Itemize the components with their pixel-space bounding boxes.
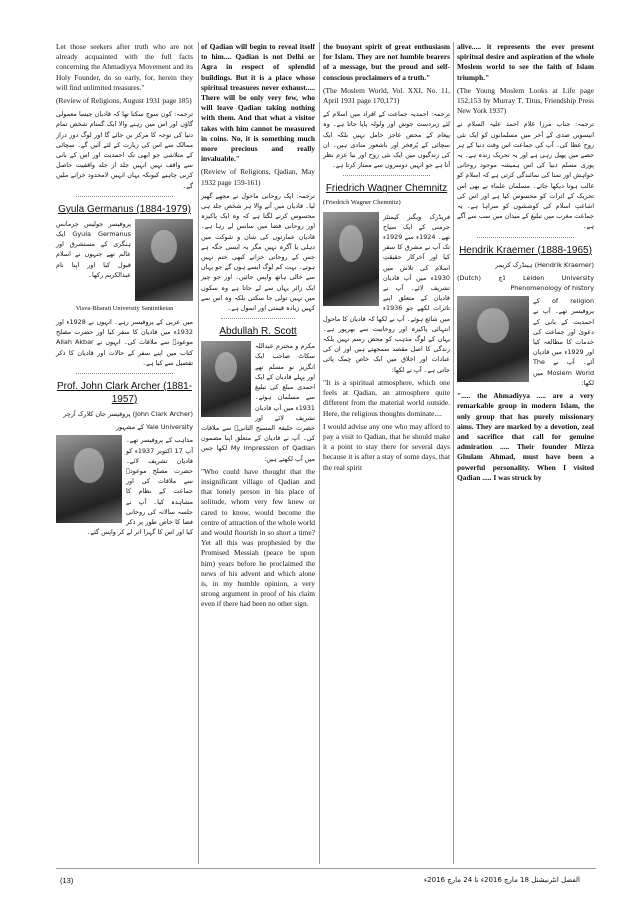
paragraph-quote: of Qadian will begin to reveal itself to him.... Qadian is not Delhi or Agra in respect of splendid buildings. But it is a place whose spiritual treasures never exhaust..... There will be only very few, who will leave Qadian taking nothing with them. And that what a visitor takes with him cannot be measured in coins. No, it is something much more precious and really invaluable." [201, 42, 315, 164]
footer-rule [56, 868, 596, 869]
reference: (The Moslem World, Vol. XXI, No. 11, April 1931 page 170,171) [323, 85, 450, 106]
urdu-bio-intro: Leiden University ڈچ (Dutch) Phenomenology of history [457, 273, 594, 293]
name-latin: (Friedrich Wagner Chemnitz) [323, 199, 401, 207]
urdu-bio: فریڈرک ویگنر کیمنٹز جرمنی کے ایک سیاح تھے۔ 1924ء سے 1929ء تک آپ نے مشرق کا سفر کیا اور آخرکار حقیقتِ اسلام کی تلاش میں 1930ء میں آپ قادیان تشریف لائے۔ آپ نے قادیان کے متعلق اپنے تاثرات لکھے جو 1936ء میں شائع ہوئے۔ آپ نے لکھا کہ قادیان کا ماحول انتہائی پاکیزہ اور روحانیت سے بھرپور ہے۔ یہاں کے لوگ مذہب کو محض رسم نہیں بلکہ زندگی کا اصل مقصد سمجھتے ہیں اور ان کی عبادات اور اخلاق میں ایک خاص چمک پائی جاتی ہے۔ آپ نے لکھا: [323, 212, 450, 374]
reference: (Review of Religions, Qadian, May 1932 page 159-161) [201, 167, 315, 187]
column-3 [323, 42, 450, 476]
paragraph-quote-ending: the buoyant spirit of great enthusiasm for Islam. They are not humble bearers of a message, but the proud and self-conscious proclaimers of a truth." [323, 42, 450, 82]
paragraph-quote: "It is a spiritual atmosphere, which one feels at Qadian, an atmosphere quite different from the material world outside. Here, the religious thoughts dominate.... [323, 377, 450, 418]
urdu-bio: مذاہب کے پروفیسر تھے۔ آپ 17 اکتوبر 1937ء کو قادیان تشریف لائے۔ حضرت مصلح موعودؓ سے ملاقات کی اور جماعت کے نظام کا مشاہدہ کیا۔ آپ نے جلسہ سالانہ کی روحانی فضا کا خاص طور پر ذکر کیا اور اس کا گہرا اثر لے کر واپس گئے۔ [86, 436, 193, 537]
urdu-bio-intro: (John Clark Archer) پروفیسر جان کلارک آرچر [63, 410, 193, 419]
urdu-translation: ترجمہ: ایک روحانی ماحول نے مجھے گھیر لیا۔ قادیان میں آنے والا ہر شخص جلد ہی محسوس کرنے لگتا ہے کہ وہ ایک پاکیزہ اور روحانی فضا میں سانس لے رہا ہے۔ قادیان عمارتوں کی شان و شوکت میں دہلی یا آگرہ نہیں مگر یہ ایسی جگہ ہے جس کے روحانی خزانے کبھی ختم نہیں ہوتے۔ بہت کم لوگ ایسے ہوں گے جو یہاں سے خالی ہاتھ واپس جائیں۔ اور جو چیز ایک زائر یہاں سے لے جاتا ہے وہ سکوں میں نہیں تولی جا سکتی بلکہ وہ اس سے کہیں زیادہ قیمتی اور انمول ہے۔ [201, 191, 315, 313]
column-1 [56, 42, 193, 541]
photo-john-clark-archer [56, 435, 122, 523]
separator [343, 175, 430, 176]
photo-gyula-germanus [135, 219, 193, 301]
reference: (The Young Moslem Looks at Life page 152,153 by Murray T. Titus, Friendship Press New York 1937) [457, 85, 594, 116]
paragraph-quote-ending: Let those seekers after truth who are not already acquainted with the full facts concerning the Ahmadiyya Movement and its Holy Founder, do so early, for, herein they will find unlimited treasures." [56, 42, 193, 92]
masthead: الفضل انٹرنیشنل 18 مارچ 2016ء تا 24 مارچ 2016ء [423, 876, 580, 884]
separator [221, 318, 295, 319]
paragraph-quote: "..... the Ahmadiyya ..... are a very remarkable group in modern Islam, the only group that has purely missionary aims. They are marked by a devotion, zeal and sacrifice that call for genuine admiration ..... Their founder Mirza Ghulam Ahmad, must have been a powerful personality. When I visited Qadian ..... I was struck by [457, 391, 594, 482]
column-4 [457, 42, 594, 486]
heading-friedrich-wagner: Friedrich Wagner Chemnitz [325, 183, 448, 195]
photo-friedrich-wagner [323, 212, 379, 306]
urdu-bio-intro: Yale University کے مشہور [115, 423, 193, 432]
university-caption: Visva-Bharati University Santiniketan [75, 304, 174, 312]
photo-abdullah-scott [201, 341, 251, 417]
urdu-bio-intro: (Hendrik Kraemer) ہینڈرک کریمر [495, 260, 594, 269]
urdu-translation: ترجمہ: کون سوچ سکتا تھا کہ قادیان جیسا معمولی گاؤں اور اس میں رہنے والا ایک گمنام شخص تمام دنیا کی توجہ کا مرکز بن جائے گا اور لوگ دور دراز ممالک سے اس کی زیارت کے لئے آئیں گے۔ سچائی کے متلاشی جو ابھی تک احمدیت اور اس کے بانی سے واقف نہیں انہیں جلد از جلد واقفیت حاصل کرنی چاہیے کیونکہ یہاں انہیں لامحدود خزانے ملیں گے۔ [56, 110, 193, 190]
urdu-bio-intro: پروفیسر جولیس جرمانس Gyula Germanus ایک ہنگری کے مستشرق اور عالم تھے جنہوں نے اسلام قبول کیا اور اپنا نام عبدالکریم رکھا۔ [56, 219, 132, 279]
separator [477, 237, 574, 238]
heading-hendrik-kraemer: Hendrik Kraemer (1888-1965) [459, 244, 592, 256]
urdu-bio: میں عربی کے پروفیسر رہے۔ انہوں نے 1928ء اور 1932ء میں قادیان کا سفر کیا اور حضرت مصلح موعودؓ سے ملاقات کی۔ انہوں نے Allah Akbar کتاب میں اپنے سفر کے حالات اور قادیان کا ذکر تفصیل سے کیا ہے۔ [56, 318, 194, 367]
urdu-translation: ترجمہ: جناب مرزا غلام احمد علیہ السلام نے انیسویں صدی کے آخر میں مسلمانوں کو ایک نئی روح عطا کی۔ آپ کی جماعت اس وقت دنیا کے ہر حصے میں پھیل رہی ہے اور یہ تحریک زندہ ہے۔ یہ پوری مسلم دنیا کی اس ہمیشہ موجود روحانی خواہش اور تمنا کی نمائندگی کرتی ہے کہ اسلام کو غالب ہوتا دیکھا جائے۔ مسلمان علماء نے بھی اس تحریک کے اثرات کو محسوس کیا ہے اور اس کی اشاعتِ اسلام کی کوششوں کو سراہا ہے۔ یہ جماعت مغرب میں تبلیغ کے میدان میں سب سے آگے ہے۔ [457, 120, 594, 231]
urdu-translation: ترجمہ: احمدیہ جماعت کے افراد میں اسلام کے لئے زبردست جوش اور ولولہ پایا جاتا ہے۔ وہ پیغام کے محض عاجز حامل نہیں بلکہ ایک سچائی کے پُرفخر اور باشعور منادی ہیں۔ ان کی زندگیوں میں ایک نئی روح اور نیا عزم نظر آتا ہے جو انہیں دوسروں سے ممتاز کرتا ہے۔ [323, 110, 450, 170]
paragraph-quote-ending: alive..... it represents the ever present spiritual desire and aspiration of the whole Moslem world to see the faith of Islam triumph." [457, 42, 594, 82]
heading-john-clark-archer: Prof. John Clark Archer (1881-1957) [56, 381, 193, 406]
reference: (Review of Religions, August 1931 page 185) [56, 96, 192, 106]
photo-hendrik-kraemer [457, 296, 529, 382]
separator [76, 196, 173, 197]
page-number: (13) [60, 876, 74, 885]
heading-gyula-germanus: Gyula Germanus (1884-1979) [58, 203, 191, 215]
paragraph-quote: I would advise any one who may afford to pay a visit to Qadian, that he should make it a point to stay there for several days because it is after a stay of some days, that the real spirit [323, 421, 450, 472]
paragraph-quote: "Who could have thought that the insignificant village of Qadian and that lonely person in his place of solitude, whom very few knew or cared to know, would become the centre of attraction of the whole world and would flourish in so short a time? Yet all this was prophesied by the Promised Messiah (peace be upon him) years before he proclaimed the news of his advent and which alone is, in my humble opinion, a very strong argument in proof of his claim even if there had been no other sign. [201, 466, 315, 609]
column-2 [201, 42, 315, 613]
heading-abdullah-scott: Abdullah R. Scott [219, 326, 297, 338]
urdu-bio: مکرم و محترم عبداللہ سکاٹ صاحب ایک انگریز نو مسلم تھے اور پہلے قادیان کے ایک احمدی مبلغ کی تبلیغ سے مسلمان ہوئے۔ 1931ء میں آپ قادیان تشریف لائے اور حضرت خلیفۃ المسیح الثانیؓ سے ملاقات کی۔ آپ نے قادیان کے متعلق اپنا مضمون My Impression of Qadian لکھا جس میں آپ لکھتے ہیں: [201, 342, 315, 463]
separator [76, 373, 173, 374]
urdu-bio: of religion کے پروفیسر تھے۔ آپ نے احمدیت کے بانی کے دعویٰ اور جماعت کی خدمات کا مطالعہ کیا اور 1929ء میں قادیان آئے۔ آپ نے The Moslem World میں لکھا: [533, 297, 594, 387]
